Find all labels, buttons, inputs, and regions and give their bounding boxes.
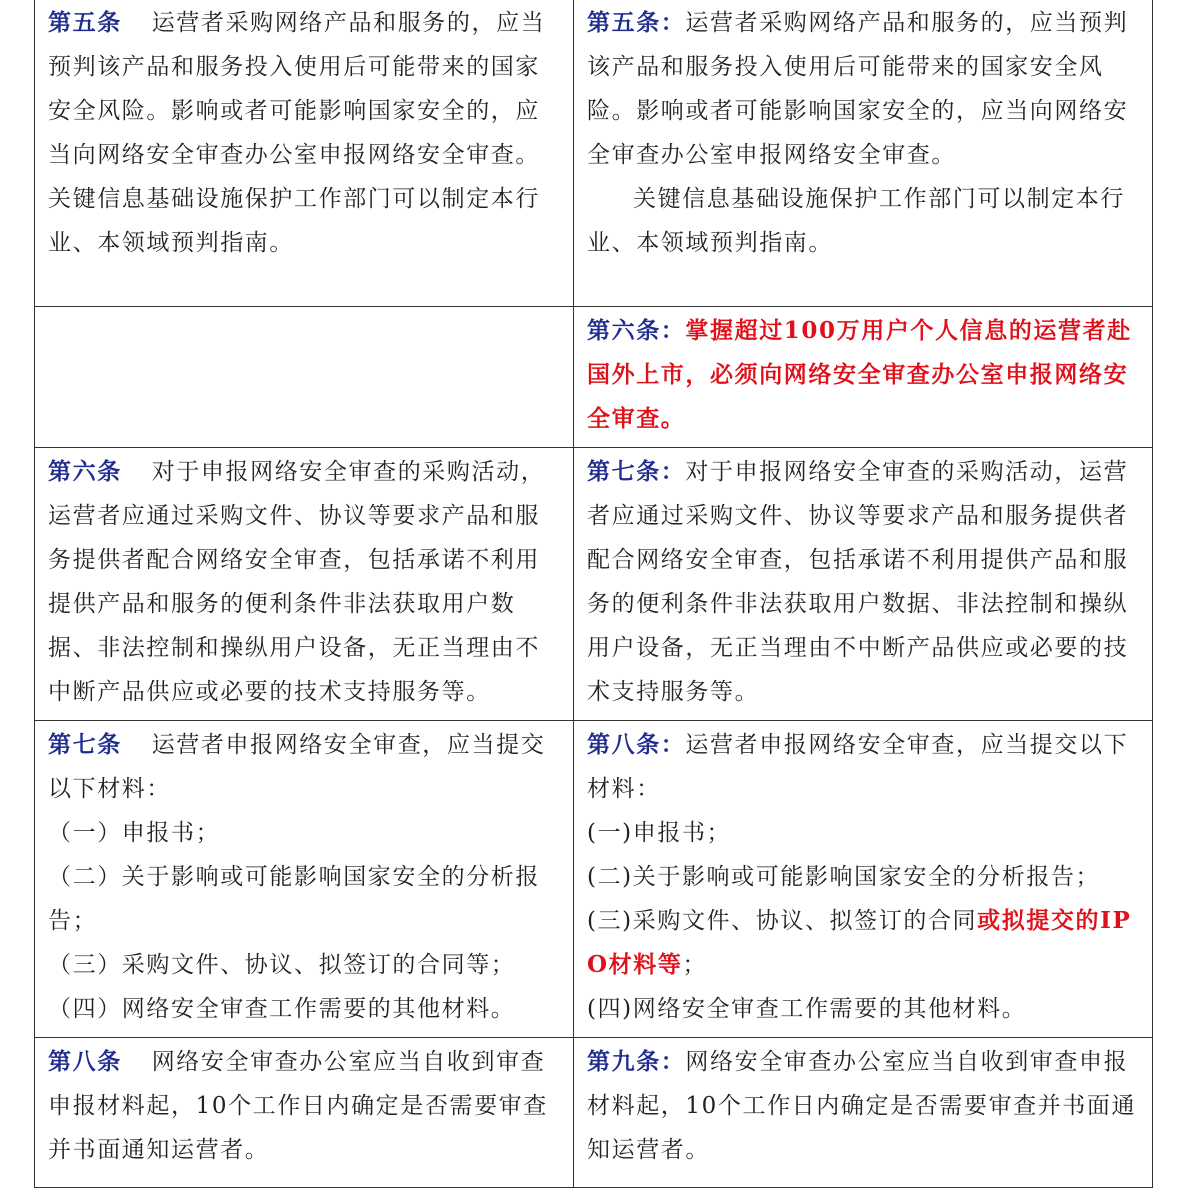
article-number: 第五条： [587,9,686,36]
article-paragraph [48,723,563,811]
article-paragraph [48,1040,563,1172]
article-paragraph: 关键信息基础设施保护工作部门可以制定本行业、本领域预判指南。 [48,186,540,256]
article-text: 对于申报网络安全审查的采购活动，运营者应通过采购文件、协议等要求产品和服务提供者配合网络安全审查，包括承诺不利用提供产品和服务的便利条件非法获取用户数据、非法控制和操纵用户设备，无正当理由不中断产品供应或必要的技术支持服务等。 [48,459,546,705]
table-row [35,448,1153,721]
article-number: 第六条 [48,458,122,485]
table-row [35,0,1153,307]
article-paragraph [587,450,1142,714]
new-text-cell [574,448,1153,721]
list-item: （二）关于影响或可能影响国家安全的分析报告； [48,864,540,934]
old-text-cell [35,448,574,721]
article-paragraph [587,723,1142,811]
article-number: 第八条： [587,731,686,758]
article-number: 第六条： [587,317,686,344]
article-text: 运营者采购网络产品和服务的，应当预判该产品和服务投入使用后可能带来的国家安全风险。影响或者可能影响国家安全的，应当向网络安全审查办公室申报网络安全审查。 [48,10,546,168]
list-item: （三）采购文件、协议、拟签订的合同等； [48,952,516,978]
article-text: 运营者申报网络安全审查，应当提交以下材料： [48,732,546,802]
article-paragraph [48,1,563,177]
article-text: 网络安全审查办公室应当自收到审查申报材料起，10个工作日内确定是否需要审查并书面通知运营者。 [587,1049,1137,1163]
article-paragraph [587,309,1142,441]
list-item [587,899,1142,987]
article-number: 第五条 [48,9,122,36]
old-text-cell [35,1038,574,1188]
old-text-cell [35,0,574,307]
list-item: （四）网络安全审查工作需要的其他材料。 [48,996,516,1022]
article-text: 对于申报网络安全审查的采购活动，运营者应通过采购文件、协议等要求产品和服务提供者配合网络安全审查，包括承诺不利用提供产品和服务的便利条件非法获取用户数据、非法控制和操纵用户设备，无正当理由不中断产品供应或必要的技术支持服务等。 [587,459,1129,705]
article-paragraph: 关键信息基础设施保护工作部门可以制定本行业、本领域预判指南。 [587,186,1125,256]
article-text: 运营者采购网络产品和服务的，应当预判该产品和服务投入使用后可能带来的国家安全风险。影响或者可能影响国家安全的，应当向网络安全审查办公室申报网络安全审查。 [587,10,1129,168]
highlighted-new-text: 或拟提交的IPO材料等 [587,907,1132,978]
article-number: 第九条： [587,1048,686,1075]
new-text-cell [574,307,1153,448]
old-text-cell [35,721,574,1038]
old-text-cell-empty [35,307,574,448]
list-item: （一）申报书； [48,820,221,846]
article-number: 第七条： [587,458,686,485]
article-number: 第八条 [48,1048,122,1075]
new-text-cell [574,721,1153,1038]
list-item-text: (三)采购文件、协议、拟签订的合同 [587,908,978,934]
article-text: 网络安全审查办公室应当自收到审查申报材料起，10个工作日内确定是否需要审查并书面通知运营者。 [48,1049,548,1163]
comparison-table [34,0,1153,1188]
article-paragraph [587,1040,1142,1172]
article-text: 运营者申报网络安全审查，应当提交以下材料： [587,732,1129,802]
new-text-cell [574,0,1153,307]
list-item-punct: ； [682,952,708,978]
list-item: (四)网络安全审查工作需要的其他材料。 [587,996,1027,1022]
highlighted-new-text: 掌握超过100万用户个人信息的运营者赴国外上市，必须向网络安全审查办公室申报网络安全审查。 [587,317,1132,432]
article-paragraph [587,1,1142,177]
article-number: 第七条 [48,731,122,758]
article-paragraph [48,450,563,714]
list-item: (二)关于影响或可能影响国家安全的分析报告； [587,864,1101,890]
table-row [35,307,1153,448]
list-item: (一)申报书； [587,820,732,846]
new-text-cell [574,1038,1153,1188]
table-row [35,721,1153,1038]
table-row [35,1038,1153,1188]
